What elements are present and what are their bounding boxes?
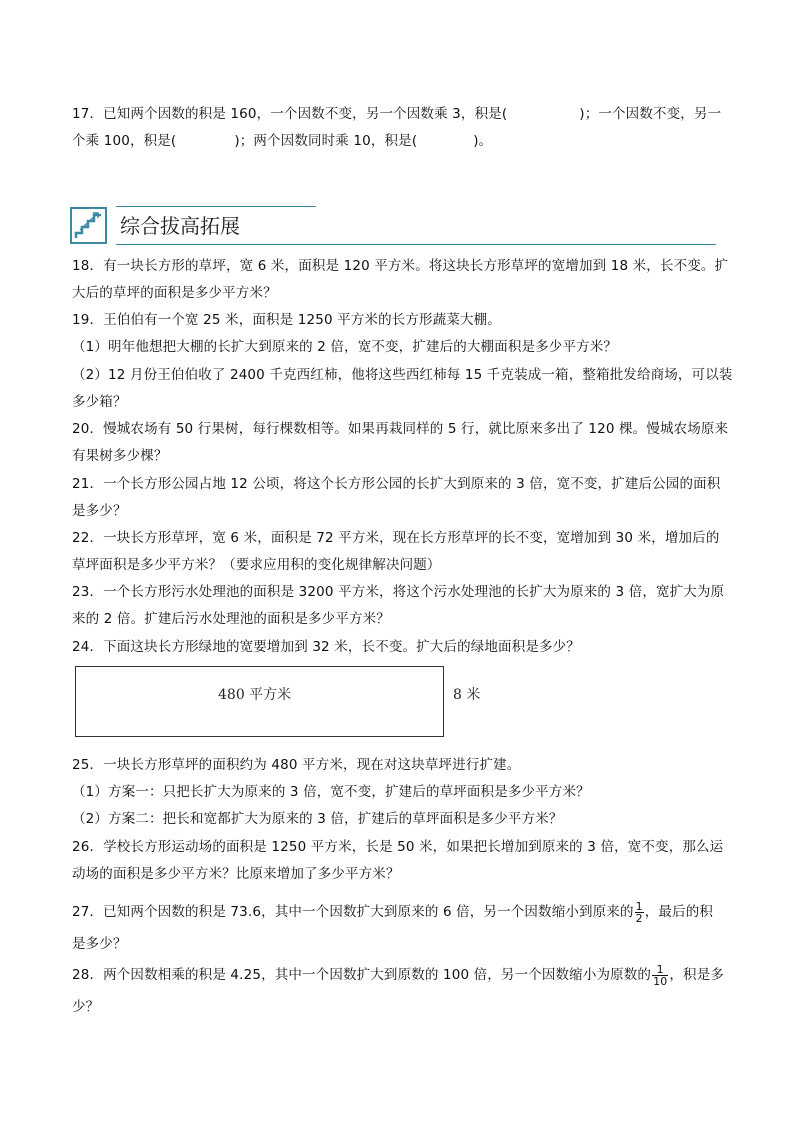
q26-line-1: 26．学校长方形运动场的面积是 1250 平方米，长是 50 米，如果把长增加到原来的 3 倍，宽不变，那么运 bbox=[72, 839, 724, 855]
q25-line-2: （1）方案一：只把长扩大为原来的 3 倍，宽不变，扩建后的草坪面积是多少平方米？ bbox=[72, 784, 590, 800]
q22-line-2: 草坪面积是多少平方米？（要求应用积的变化规律解决问题） bbox=[72, 557, 441, 573]
q21-line-2: 是多少？ bbox=[72, 503, 127, 519]
q20-line-2: 有果树多少棵？ bbox=[72, 448, 168, 464]
fraction-one-half: $\frac{1}{2}$ bbox=[635, 899, 643, 925]
q22-line-1: 22．一块长方形草坪，宽 6 米，面积是 72 平方米，现在长方形草坪的长不变，宽增加到 30 米，增加后的 bbox=[72, 530, 720, 546]
q23-line-2: 来的 2 倍。扩建后污水处理池的面积是多少平方米？ bbox=[72, 611, 390, 627]
q20-line-1: 20．慢城农场有 50 行果树，每行棵数相等。如果再栽同样的 5 行，就比原来多出了 120 棵。慢城农场原来 bbox=[72, 421, 729, 437]
header-underline bbox=[116, 244, 716, 245]
q27-line-2: 是多少？ bbox=[72, 936, 127, 952]
q19-line-4: 多少箱？ bbox=[72, 394, 127, 410]
width-label: 8 米 bbox=[453, 687, 481, 703]
section-header bbox=[70, 206, 716, 248]
q27-line-1: 27．已知两个因数的积是 73.6，其中一个因数扩大到原来的 6 倍，另一个因数缩小到原来的 $\frac{1}{2}$ ，最后的积 bbox=[72, 899, 714, 925]
stairs-icon bbox=[70, 207, 107, 244]
fraction-one-tenth: $\frac{1}{10}$ bbox=[653, 962, 668, 988]
q26-line-2: 动场的面积是多少平方米？比原来增加了多少平方米？ bbox=[72, 866, 400, 882]
q25-line-3: （2）方案二：把长和宽都扩大为原来的 3 倍，扩建后的草坪面积是多少平方米？ bbox=[72, 811, 563, 827]
section-title: 综合拔高拓展 bbox=[120, 214, 240, 238]
q24-line-1: 24．下面这块长方形绿地的宽要增加到 32 米，长不变。扩大后的绿地面积是多少？ bbox=[72, 639, 580, 655]
q25-line-1: 25．一块长方形草坪的面积约为 480 平方米，现在对这块草坪进行扩建。 bbox=[72, 757, 521, 773]
area-label: 480 平方米 bbox=[218, 687, 292, 703]
q19-line-1: 19．王伯伯有一个宽 25 米，面积是 1250 平方米的长方形蔬菜大棚。 bbox=[72, 312, 501, 328]
q18-line-1: 18．有一块长方形的草坪，宽 6 米，面积是 120 平方米。将这块长方形草坪的宽增加到 18 米，长不变。扩 bbox=[72, 258, 729, 274]
q23-line-1: 23．一个长方形污水处理池的面积是 3200 平方米，将这个污水处理池的长扩大为原来的 3 倍，宽扩大为原 bbox=[72, 584, 725, 600]
q17-line-1: 17．已知两个因数的积是 160，一个因数不变，另一个因数乘 3，积是( )；一个因数不变，另一 bbox=[72, 106, 722, 122]
q21-line-1: 21．一个长方形公园占地 12 公顷，将这个长方形公园的长扩大到原来的 3 倍，宽不变，扩建后公园的面积 bbox=[72, 476, 721, 492]
q28-line-2: 少？ bbox=[72, 999, 100, 1015]
q17-line-2: 个乘 100，积是( )；两个因数同时乘 10，积是( )。 bbox=[72, 133, 493, 149]
q19-line-3: （2）12 月份王伯伯收了 2400 千克西红柿，他将这些西红柿每 15 千克装成一箱，整箱批发给商场，可以装 bbox=[72, 367, 733, 383]
q18-line-2: 大后的草坪的面积是多少平方米？ bbox=[72, 285, 277, 301]
header-top-rule bbox=[116, 206, 316, 207]
q28-line-1: 28．两个因数相乘的积是 4.25，其中一个因数扩大到原数的 100 倍，另一个因数缩小为原数的 $\frac{1}{10}$ ，积是多 bbox=[72, 962, 724, 988]
q19-line-2: （1）明年他想把大棚的长扩大到原来的 2 倍，宽不变，扩建后的大棚面积是多少平方米？ bbox=[72, 339, 618, 355]
